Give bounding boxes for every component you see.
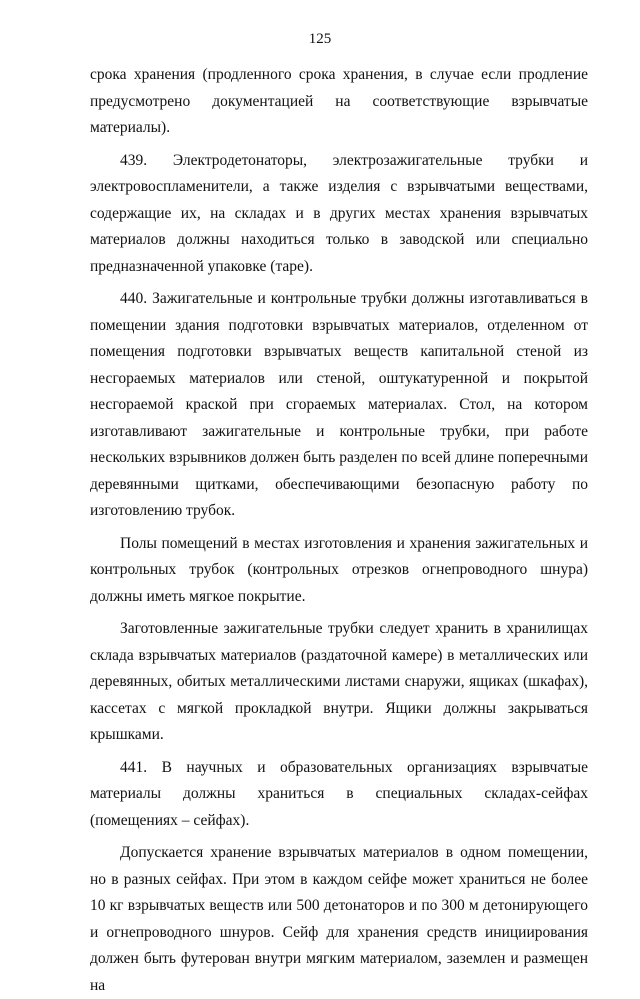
paragraph-continuation: срока хранения (продленного срока хранения, в случае если продление предусмотрено документацией на соответствующие взрывчатые материалы).: [90, 66, 588, 136]
paragraph-item-440: 440. Зажигательные и контрольные трубки должны изготавливаться в помещении здания подготовки взрывчатых материалов, отделенном от помещения подготовки взрывчатых веществ капитальной стеной из несгораемых материалов или стеной, оштукатуренной и покрытой несгораемой краской при сгораемых материалах. Стол, на котором изготавливают зажигательные и контрольные трубки, при работе нескольких взрывников должен быть разделен по всей длине поперечными деревянными щитками, обеспечивающими безопасную работу по изготовлению трубок.: [90, 290, 588, 519]
document-body: [90, 62, 588, 999]
paragraph-safes: Допускается хранение взрывчатых материалов в одном помещении, но в разных сейфах. При этом в каждом сейфе может храниться не более 10 кг взрывчатых веществ или 500 детонаторов и по 300 м детонирующего и огнепроводного шнуров. Сейф для хранения средств инициирования должен быть футерован внутри мягким материалом, заземлен и размещен на: [90, 844, 588, 994]
paragraph-item-441: 441. В научных и образовательных организациях взрывчатые материалы должны храниться в специальных складах-сейфах (помещениях – сейфах).: [90, 758, 588, 829]
page-number: 125: [308, 31, 332, 47]
paragraph-item-439: 439. Электродетонаторы, электрозажигательные трубки и электровоспламенители, а также изделия с взрывчатыми веществами, содержащие их, на складах и в других местах хранения взрывчатых материалов должны находиться только в заводской или специально предназначенной упаковке (таре).: [90, 151, 588, 275]
paragraph-storage-tubes: Заготовленные зажигательные трубки следует хранить в хранилищах склада взрывчатых материалов (раздаточной камере) в металлических или деревянных, обитых металлическими листами снаружи, ящиках (шкафах), кассетах с мягкой прокладкой внутри. Ящики должны закрываться крышками.: [90, 620, 588, 743]
paragraph-floors: Полы помещений в местах изготовления и хранения зажигательных и контрольных трубок (контрольных отрезков огнепроводного шнура) должны иметь мягкое покрытие.: [90, 534, 588, 605]
